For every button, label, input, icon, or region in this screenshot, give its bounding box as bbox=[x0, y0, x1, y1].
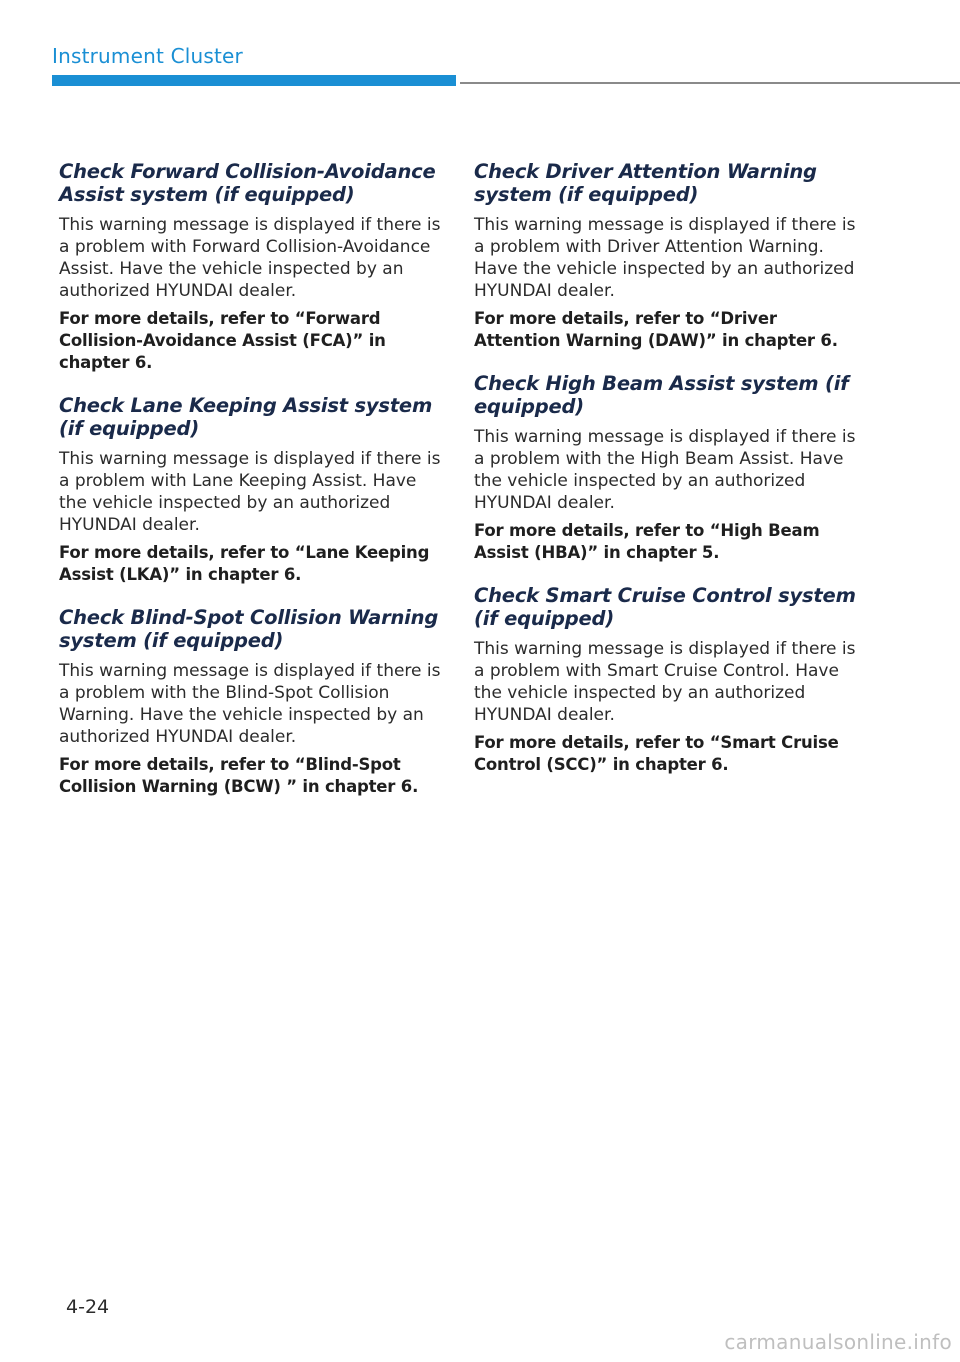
section-reference: For more details, refer to “Lane Keeping Assist (LKA)” in chapter 6. bbox=[59, 543, 430, 584]
chapter-title: Instrument Cluster bbox=[52, 44, 243, 68]
section-scc bbox=[474, 584, 862, 776]
section-heading: Check Driver Attention Warning system (if equipped) bbox=[474, 160, 817, 206]
section-body: This warning message is displayed if there is a problem with the Blind-Spot Collision Warning. Have the vehicle inspected by an authorized HYUNDAI dealer. bbox=[59, 661, 441, 747]
section-heading: Check Lane Keeping Assist system (if equipped) bbox=[59, 394, 433, 440]
section-reference: For more details, refer to “Forward Collision-Avoidance Assist (FCA)” in chapter 6. bbox=[59, 309, 386, 372]
section-daw bbox=[474, 160, 862, 352]
right-column bbox=[474, 160, 862, 796]
watermark: carmanualsonline.info bbox=[724, 1330, 952, 1354]
section-reference: For more details, refer to “Driver Attention Warning (DAW)” in chapter 6. bbox=[474, 309, 838, 350]
section-heading: Check Blind-Spot Collision Warning system (if equipped) bbox=[59, 606, 439, 652]
section-heading: Check High Beam Assist system (if equipped) bbox=[474, 372, 849, 418]
section-reference: For more details, refer to “Blind-Spot Collision Warning (BCW) ” in chapter 6. bbox=[59, 755, 419, 796]
section-body: This warning message is displayed if there is a problem with Forward Collision-Avoidance Assist. Have the vehicle inspected by an authorized HYUNDAI dealer. bbox=[59, 215, 441, 301]
section-body: This warning message is displayed if there is a problem with the High Beam Assist. Have the vehicle inspected by an authorized HYUNDAI dealer. bbox=[474, 427, 856, 513]
section-reference: For more details, refer to “High Beam Assist (HBA)” in chapter 5. bbox=[474, 521, 820, 562]
section-bcw bbox=[59, 606, 447, 798]
header-accent-bar bbox=[52, 75, 456, 86]
section-fca bbox=[59, 160, 447, 374]
section-hba bbox=[474, 372, 862, 564]
header-rule bbox=[460, 82, 960, 84]
section-body: This warning message is displayed if there is a problem with Lane Keeping Assist. Have the vehicle inspected by an authorized HYUNDAI dealer. bbox=[59, 449, 441, 535]
page-number: 4-24 bbox=[66, 1296, 110, 1318]
section-heading: Check Forward Collision-Avoidance Assist system (if equipped) bbox=[59, 160, 436, 206]
left-column bbox=[59, 160, 447, 818]
section-body: This warning message is displayed if there is a problem with Driver Attention Warning. Have the vehicle inspected by an authorized HYUNDAI dealer. bbox=[474, 215, 856, 301]
section-heading: Check Smart Cruise Control system (if equipped) bbox=[474, 584, 856, 630]
section-body: This warning message is displayed if there is a problem with Smart Cruise Control. Have the vehicle inspected by an authorized HYUNDAI dealer. bbox=[474, 639, 856, 725]
section-reference: For more details, refer to “Smart Cruise Control (SCC)” in chapter 6. bbox=[474, 733, 839, 774]
section-lka bbox=[59, 394, 447, 586]
